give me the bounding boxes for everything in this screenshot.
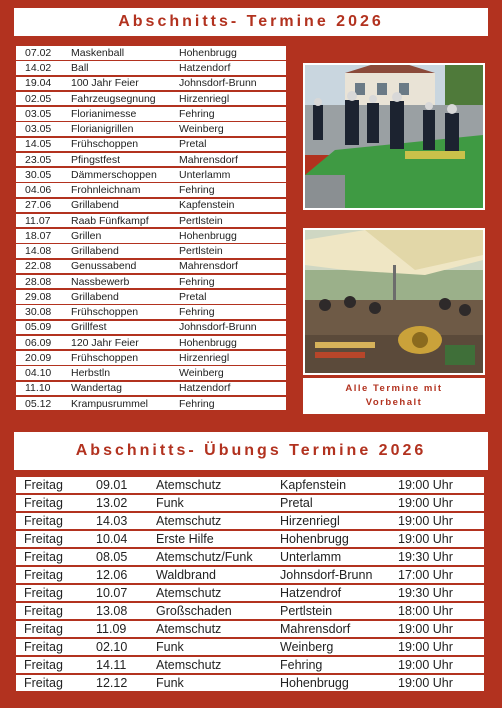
event-place: Johnsdorf-Brunn [179, 321, 257, 334]
event-row [16, 183, 286, 197]
drill-day: Freitag [24, 550, 63, 564]
drill-date: 02.10 [96, 640, 128, 654]
drill-day: Freitag [24, 622, 63, 636]
event-name: Herbstln [71, 367, 111, 379]
event-place: Weinberg [179, 123, 224, 135]
photo-festival-tent [303, 228, 485, 375]
drill-time: 19:00 Uhr [398, 640, 453, 654]
event-name: Grillabend [71, 199, 119, 212]
drill-place: Mahrensdorf [280, 622, 351, 636]
events-table [16, 46, 286, 412]
drill-topic: Großschaden [156, 604, 232, 618]
event-row [16, 229, 286, 243]
drill-place: Kapfenstein [280, 478, 347, 492]
drill-time: 19:00 Uhr [398, 658, 453, 672]
event-row [16, 321, 286, 335]
drill-day: Freitag [24, 514, 63, 528]
drill-row [16, 675, 484, 691]
event-date: 11.10 [25, 382, 51, 395]
event-date: 04.06 [25, 184, 52, 196]
event-name: Grillabend [71, 290, 119, 303]
drill-day: Freitag [24, 586, 63, 600]
drill-topic: Waldbrand [156, 568, 216, 582]
drill-topic: Atemschutz [156, 478, 222, 492]
event-place: Pretal [179, 138, 207, 151]
event-name: Frühschoppen [71, 351, 139, 364]
event-name: Ball [71, 62, 89, 74]
event-place: Hohenbrugg [179, 46, 237, 59]
drill-row [16, 621, 484, 637]
event-name: Grillen [71, 229, 102, 242]
drill-place: Hirzenriegl [280, 514, 340, 528]
drill-day: Freitag [24, 496, 63, 510]
notice-box [303, 378, 485, 414]
event-date: 06.09 [25, 336, 52, 349]
drill-place: Weinberg [280, 640, 334, 654]
event-place: Pertlstein [179, 245, 223, 257]
section-title-drills: Abschnitts- Übungs Termine 2026 [14, 432, 488, 470]
event-place: Fehring [179, 184, 215, 196]
event-name: Grillabend [71, 245, 119, 257]
drill-time: 18:00 Uhr [398, 604, 453, 618]
drill-day: Freitag [24, 658, 63, 672]
drill-place: Hohenbrugg [280, 676, 349, 690]
event-place: Unterlamm [179, 168, 231, 181]
drill-topic: Funk [156, 496, 184, 510]
event-place: Hohenbrugg [179, 229, 237, 242]
drill-row [16, 495, 484, 511]
event-row [16, 244, 286, 258]
event-place: Hatzendorf [179, 62, 231, 74]
event-name: Florianigrillen [71, 123, 134, 135]
event-date: 18.07 [25, 229, 52, 242]
event-row [16, 168, 286, 182]
event-place: Hatzendorf [179, 382, 231, 395]
drill-time: 19:30 Uhr [398, 586, 453, 600]
event-row [16, 92, 286, 106]
drill-day: Freitag [24, 568, 63, 582]
event-date: 03.05 [25, 107, 52, 120]
event-date: 04.10 [25, 367, 52, 379]
event-name: Nassbewerb [71, 275, 130, 288]
event-date: 30.05 [25, 168, 52, 181]
event-name: Frühschoppen [71, 306, 139, 318]
drill-row [16, 657, 484, 673]
event-place: Hirzenriegl [179, 351, 230, 364]
event-place: Kapfenstein [179, 199, 235, 212]
drill-date: 12.06 [96, 568, 128, 582]
drill-date: 14.11 [96, 658, 127, 672]
event-row [16, 275, 286, 289]
event-date: 22.08 [25, 260, 52, 273]
drill-row [16, 585, 484, 601]
event-place: Fehring [179, 107, 215, 120]
event-date: 14.02 [25, 62, 52, 74]
event-row [16, 61, 286, 75]
drill-day: Freitag [24, 676, 63, 690]
drill-date: 14.03 [96, 514, 128, 528]
event-name: Genussabend [71, 260, 137, 273]
drill-place: Pretal [280, 496, 313, 510]
drills-table [16, 477, 484, 693]
event-row [16, 153, 286, 167]
event-date: 05.12 [25, 397, 52, 410]
event-date: 11.07 [25, 214, 51, 227]
event-name: Frühschoppen [71, 138, 139, 151]
event-date: 23.05 [25, 153, 52, 166]
event-row [16, 122, 286, 136]
drill-topic: Atemschutz [156, 586, 222, 600]
event-name: Pfingstfest [71, 153, 121, 166]
drill-day: Freitag [24, 478, 63, 492]
drill-time: 19:30 Uhr [398, 550, 453, 564]
event-place: Mahrensdorf [179, 153, 238, 166]
photo-firefighter-competition [303, 63, 485, 210]
drill-time: 19:00 Uhr [398, 514, 453, 528]
drill-time: 19:00 Uhr [398, 676, 453, 690]
drill-place: Fehring [280, 658, 323, 672]
event-date: 03.05 [25, 123, 52, 135]
drill-topic: Atemschutz [156, 622, 222, 636]
event-date: 28.08 [25, 275, 52, 288]
drill-day: Freitag [24, 532, 63, 546]
event-place: Mahrensdorf [179, 260, 238, 273]
drill-row [16, 549, 484, 565]
drill-topic: Atemschutz/Funk [156, 550, 253, 564]
event-row [16, 336, 286, 350]
event-place: Weinberg [179, 367, 224, 379]
drill-topic: Atemschutz [156, 514, 222, 528]
event-row [16, 77, 286, 91]
event-name: Fahrzeugsegnung [71, 92, 156, 105]
drill-row [16, 531, 484, 547]
event-place: Fehring [179, 397, 215, 410]
drill-date: 13.02 [96, 496, 128, 510]
drill-date: 09.01 [96, 478, 128, 492]
event-date: 07.02 [25, 46, 52, 59]
event-place: Johnsdorf-Brunn [179, 77, 257, 90]
drill-place: Hohenbrugg [280, 532, 349, 546]
event-date: 02.05 [25, 92, 52, 105]
event-date: 29.08 [25, 290, 52, 303]
event-date: 30.08 [25, 306, 52, 318]
event-name: Dämmerschoppen [71, 168, 157, 181]
drill-date: 12.12 [96, 676, 128, 690]
event-name: Raab Fünfkampf [71, 214, 149, 227]
event-row [16, 199, 286, 213]
event-place: Hohenbrugg [179, 336, 237, 349]
drill-day: Freitag [24, 604, 63, 618]
event-row [16, 382, 286, 396]
drill-date: 08.05 [96, 550, 128, 564]
event-row [16, 46, 286, 60]
drill-topic: Atemschutz [156, 658, 222, 672]
event-row [16, 397, 286, 411]
event-date: 05.09 [25, 321, 52, 334]
event-date: 14.05 [25, 138, 52, 151]
drill-date: 10.07 [96, 586, 128, 600]
drill-date: 10.04 [96, 532, 128, 546]
drill-day: Freitag [24, 640, 63, 654]
event-date: 19.04 [25, 77, 52, 90]
event-row [16, 214, 286, 228]
event-name: Krampusrummel [71, 397, 149, 410]
drill-place: Pertlstein [280, 604, 333, 618]
event-row [16, 290, 286, 304]
drill-time: 19:00 Uhr [398, 622, 453, 636]
drill-row [16, 603, 484, 619]
event-date: 20.09 [25, 351, 52, 364]
drill-place: Unterlamm [280, 550, 342, 564]
drill-place: Hatzendrof [280, 586, 342, 600]
event-row [16, 366, 286, 380]
drill-time: 17:00 Uhr [398, 568, 453, 582]
drill-time: 19:00 Uhr [398, 496, 453, 510]
event-name: Wandertag [71, 382, 122, 395]
event-date: 27.06 [25, 199, 52, 212]
drill-date: 13.08 [96, 604, 128, 618]
drill-topic: Erste Hilfe [156, 532, 214, 546]
drill-row [16, 639, 484, 655]
drill-time: 19:00 Uhr [398, 532, 453, 546]
event-name: Florianimesse [71, 107, 137, 120]
event-row [16, 305, 286, 319]
event-place: Pertlstein [179, 214, 223, 227]
event-place: Fehring [179, 306, 215, 318]
drill-row [16, 477, 484, 493]
event-row [16, 351, 286, 365]
section-title-events: Abschnitts- Termine 2026 [14, 8, 488, 36]
event-name: 100 Jahr Feier [71, 77, 139, 90]
event-name: Grillfest [71, 321, 107, 334]
drill-date: 11.09 [96, 622, 127, 636]
event-name: Maskenball [71, 46, 125, 59]
event-row [16, 107, 286, 121]
drill-topic: Funk [156, 640, 184, 654]
drill-place: Johnsdorf-Brunn [280, 568, 373, 582]
event-place: Hirzenriegl [179, 92, 230, 105]
event-name: Frohnleichnam [71, 184, 141, 196]
event-place: Fehring [179, 275, 215, 288]
event-date: 14.08 [25, 245, 52, 257]
drill-row [16, 513, 484, 529]
drill-time: 19:00 Uhr [398, 478, 453, 492]
drill-topic: Funk [156, 676, 184, 690]
event-row [16, 260, 286, 274]
event-place: Pretal [179, 290, 207, 303]
drill-row [16, 567, 484, 583]
event-name: 120 Jahr Feier [71, 336, 139, 349]
notice-text: Alle Termine mit Vorbehalt [345, 383, 443, 408]
event-row [16, 138, 286, 152]
